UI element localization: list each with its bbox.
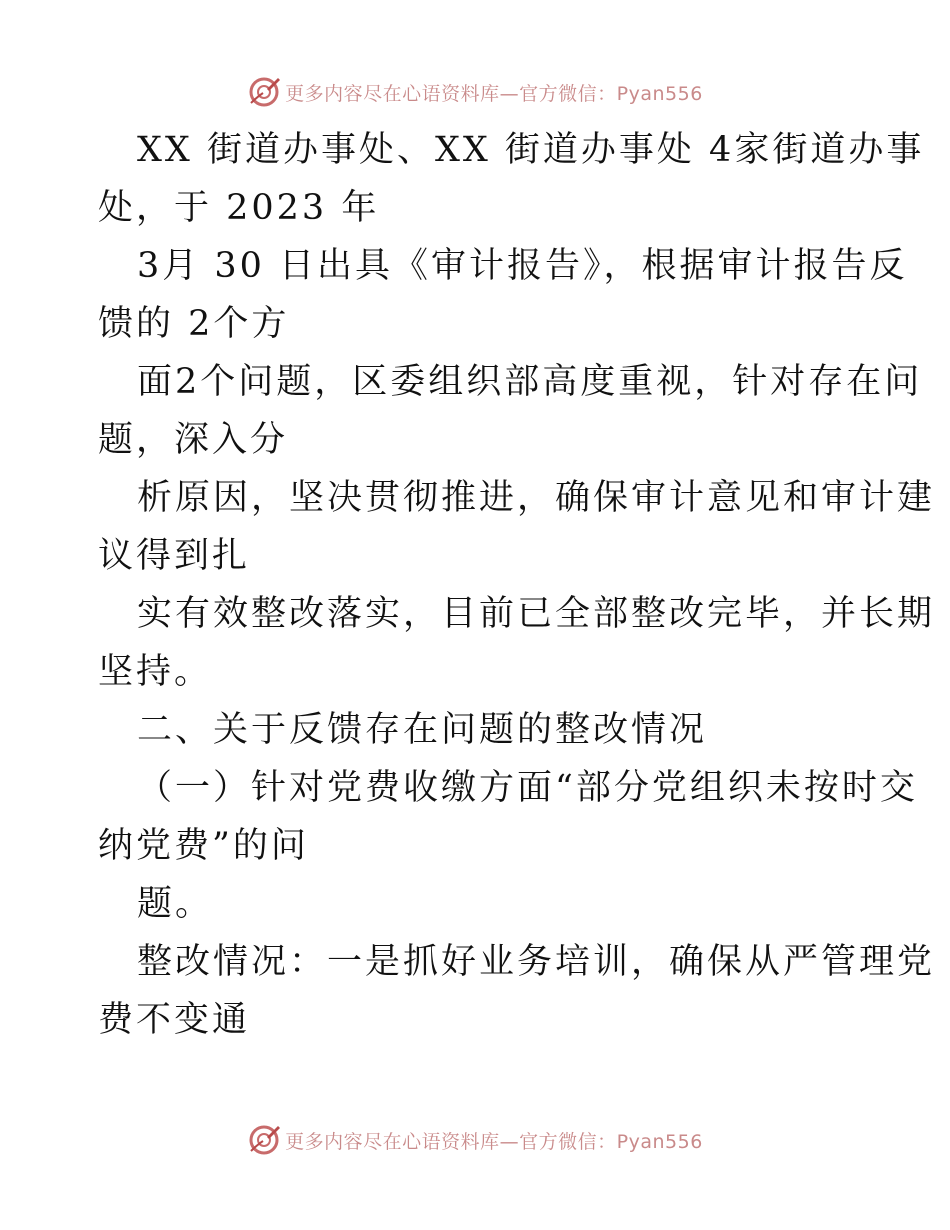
paragraph-4-line-2: 议得到扎 <box>98 536 251 576</box>
paragraph-2-line-1: 3月 30 日出具《审计报告》，根据审计报告反 <box>137 246 908 286</box>
watermark-text: 更多内容尽在心语资料库—官方微信：Pyan556 <box>285 82 703 105</box>
paragraph-8-line-1: 整改情况：一是抓好业务培训，确保从严管理党 <box>137 942 936 982</box>
pen-nib-logo-icon <box>247 75 281 109</box>
header-watermark <box>0 72 950 112</box>
footer-watermark <box>0 1120 950 1160</box>
paragraph-4-line-1: 析原因，坚决贯彻推进，确保审计意见和审计建 <box>137 478 936 518</box>
paragraph-8-line-2: 费不变通 <box>98 1000 251 1040</box>
paragraph-3-line-1: 面2个问题，区委组织部高度重视，针对存在问 <box>137 362 923 402</box>
paragraph-7-line-1: 题。 <box>137 884 214 924</box>
paragraph-5-line-2: 坚持。 <box>98 652 213 692</box>
watermark-text: 更多内容尽在心语资料库—官方微信：Pyan556 <box>285 1130 703 1153</box>
paragraph-1-line-2: 处，于 2023 年 <box>98 188 380 228</box>
paragraph-2-line-2: 馈的 2个方 <box>98 304 290 344</box>
paragraph-6-line-2: 纳党费”的问 <box>98 826 309 866</box>
section-heading: 二、关于反馈存在问题的整改情况 <box>137 710 708 750</box>
paragraph-6-line-1: （一）针对党费收缴方面“部分党组织未按时交 <box>137 768 918 808</box>
pen-nib-logo-icon <box>247 1123 281 1157</box>
paragraph-1-line-1: XX 街道办事处、XX 街道办事处 4家街道办事 <box>137 130 925 170</box>
paragraph-3-line-2: 题，深入分 <box>98 420 289 460</box>
paragraph-5-line-1: 实有效整改落实，目前已全部整改完毕，并长期 <box>137 594 936 634</box>
